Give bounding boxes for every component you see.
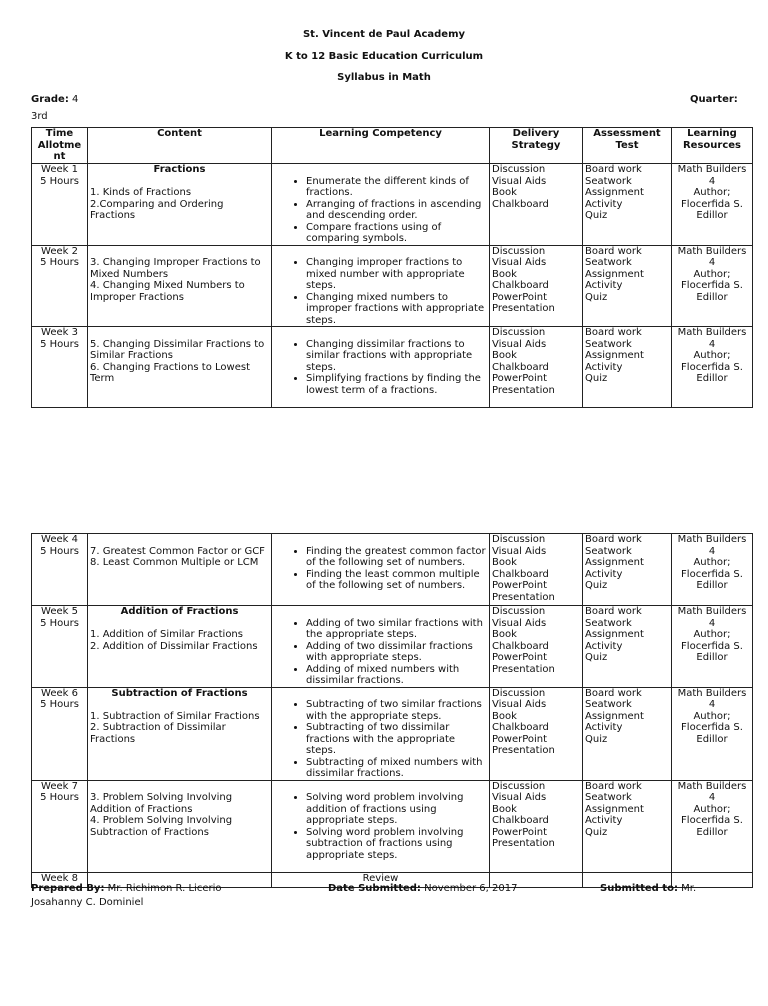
- submitted-to: [600, 883, 696, 895]
- competency-spacer: [274, 164, 487, 176]
- prepared-label: Prepared By:: [31, 883, 105, 894]
- assessment-cell-text: Board work Seatwork Assignment Activity Quiz: [585, 606, 644, 663]
- assessment-cell-text: Board work Seatwork Assignment Activity Quiz: [585, 245, 644, 303]
- date-submitted: [328, 883, 517, 895]
- date-label: Date Submitted:: [328, 883, 421, 894]
- competency-item: • Adding of two dissimilar fractions with appropriate steps.: [306, 641, 487, 664]
- table-row: [32, 687, 753, 780]
- time-cell: [32, 780, 88, 872]
- assessment-cell: [583, 687, 672, 780]
- competency-item: • Simplifying fractions by finding the lowest term of a fractions.: [306, 373, 487, 396]
- competency-item: • Finding the greatest common factor of the following set of numbers.: [306, 546, 487, 569]
- content-cell: [88, 687, 272, 780]
- time-cell-text: Week 1 5 Hours: [40, 164, 79, 187]
- delivery-cell-text: Discussion Visual Aids Book Chalkboard: [492, 164, 549, 210]
- content-cell: [88, 245, 272, 327]
- competency-list: [274, 699, 487, 780]
- competency-item: • Changing dissimilar fractions to similar fractions with appropriate steps.: [306, 339, 487, 374]
- assessment-cell: [583, 327, 672, 408]
- table-row: [32, 534, 753, 606]
- competency-item: • Changing improper fractions to mixed number with appropriate steps.: [306, 257, 487, 292]
- grade-line: [31, 94, 78, 106]
- quarter-label: Quarter:: [690, 94, 738, 105]
- content-cell: [88, 164, 272, 246]
- header-assessment: Assessment Test: [583, 128, 672, 164]
- resources-cell-text: Math Builders 4 Author; Flocerfida S. Edillor: [677, 534, 747, 591]
- header-time: Time Allotme nt: [32, 128, 88, 164]
- assessment-cell: [583, 606, 672, 688]
- table-row: [32, 780, 753, 872]
- time-cell-text: Week 5 5 Hours: [40, 606, 79, 629]
- delivery-cell-text: Discussion Visual Aids Book Chalkboard PowerPoint Presentation: [492, 780, 555, 849]
- delivery-cell: [490, 606, 583, 688]
- competency-spacer: [274, 534, 487, 546]
- content-title: Addition of Fractions: [120, 606, 239, 617]
- time-cell-text: Week 6 5 Hours: [40, 687, 79, 710]
- resources-cell: [672, 687, 753, 780]
- assessment-cell: [583, 534, 672, 606]
- content-title: [90, 534, 269, 546]
- competency-spacer: [274, 606, 487, 618]
- resources-cell: [672, 606, 753, 688]
- time-cell-text: Week 4 5 Hours: [40, 534, 79, 557]
- resources-cell-text: Math Builders 4 Author; Flocerfida S. Edillor: [677, 164, 747, 221]
- content-cell: [88, 327, 272, 408]
- header-delivery: Delivery Strategy: [490, 128, 583, 164]
- content-spacer: [90, 699, 269, 711]
- competency-list: [274, 176, 487, 245]
- content-items: 1. Kinds of Fractions 2.Comparing and Ordering Fractions: [90, 187, 224, 221]
- time-cell: [32, 245, 88, 327]
- competency-cell: [272, 327, 490, 408]
- prepared-value-cont: Josahanny C. Dominiel: [31, 897, 144, 908]
- time-cell: [32, 534, 88, 606]
- assessment-cell-text: Board work Seatwork Assignment Activity Quiz: [585, 327, 644, 384]
- competency-item: • Changing mixed numbers to improper fractions with appropriate steps.: [306, 292, 487, 327]
- submitted-label: Submitted to:: [600, 883, 678, 894]
- competency-spacer: [274, 246, 487, 258]
- delivery-cell: [490, 687, 583, 780]
- time-cell: [32, 327, 88, 408]
- prepared-value: Mr. Richimon R. Licerio: [107, 883, 222, 894]
- resources-cell: [672, 245, 753, 327]
- delivery-cell: [490, 164, 583, 246]
- assessment-cell: [583, 780, 672, 872]
- delivery-cell-text: Discussion Visual Aids Book Chalkboard PowerPoint Presentation: [492, 245, 555, 314]
- assessment-cell-text: Board work Seatwork Assignment Activity Quiz: [585, 780, 644, 838]
- assessment-cell-text: Board work Seatwork Assignment Activity Quiz: [585, 687, 644, 745]
- competency-item: • Subtracting of two dissimilar fractions with the appropriate steps.: [306, 722, 487, 757]
- content-items: 1. Addition of Similar Fractions 2. Addition of Dissimilar Fractions: [90, 629, 258, 652]
- review-cell-text: Review: [362, 872, 399, 884]
- competency-item: • Finding the least common multiple of the following set of numbers.: [306, 569, 487, 592]
- competency-cell: [272, 164, 490, 246]
- time-cell: [32, 687, 88, 780]
- competency-cell: [272, 534, 490, 606]
- competency-spacer: [274, 327, 487, 339]
- competency-item: • Adding of mixed numbers with dissimilar fractions.: [306, 664, 487, 687]
- syllabus-title: Syllabus in Math: [337, 72, 431, 83]
- resources-cell: [672, 780, 753, 872]
- competency-list: [274, 792, 487, 861]
- competency-cell: [272, 606, 490, 688]
- resources-cell: [672, 327, 753, 408]
- resources-cell-text: Math Builders 4 Author; Flocerfida S. Edillor: [677, 606, 747, 663]
- content-items: 3. Changing Improper Fractions to Mixed Numbers 4. Changing Mixed Numbers to Improper Fractions: [90, 257, 261, 303]
- content-spacer: [90, 176, 269, 188]
- table-header-row: [32, 128, 753, 164]
- delivery-cell-text: Discussion Visual Aids Book Chalkboard PowerPoint Presentation: [492, 606, 555, 675]
- delivery-cell-text: Discussion Visual Aids Book Chalkboard PowerPoint Presentation: [492, 327, 555, 396]
- delivery-cell: [490, 327, 583, 408]
- delivery-cell-text: Discussion Visual Aids Book Chalkboard PowerPoint Presentation: [492, 687, 555, 756]
- content-cell: [88, 534, 272, 606]
- delivery-cell-text: Discussion Visual Aids Book Chalkboard PowerPoint Presentation: [492, 534, 555, 603]
- competency-item: • Solving word problem involving addition of fractions using appropriate steps.: [306, 792, 487, 827]
- content-items: 3. Problem Solving Involving Addition of Fractions 4. Problem Solving Involving Subtraction of Fractions: [90, 792, 233, 838]
- competency-cell: [272, 780, 490, 872]
- competency-item: • Adding of two similar fractions with the appropriate steps.: [306, 618, 487, 641]
- content-title: [90, 781, 269, 793]
- school-name: St. Vincent de Paul Academy: [302, 29, 466, 40]
- competency-cell: [272, 687, 490, 780]
- delivery-cell: [490, 534, 583, 606]
- competency-list: [274, 546, 487, 592]
- content-title: Subtraction of Fractions: [111, 687, 248, 699]
- content-items: 1. Subtraction of Similar Fractions 2. Subtraction of Dissimilar Fractions: [90, 710, 260, 745]
- delivery-cell: [490, 780, 583, 872]
- resources-cell: [672, 534, 753, 606]
- time-cell: [32, 606, 88, 688]
- delivery-cell: [490, 245, 583, 327]
- content-title: Fractions: [153, 164, 206, 175]
- content-cell: [88, 780, 272, 872]
- competency-item: • Subtracting of two similar fractions with the appropriate steps.: [306, 699, 487, 722]
- competency-item: • Solving word problem involving subtraction of fractions using appropriate steps.: [306, 827, 487, 862]
- resources-cell-text: Math Builders 4 Author; Flocerfida S. Edillor: [677, 780, 747, 838]
- competency-item: • Subtracting of mixed numbers with dissimilar fractions.: [306, 757, 487, 780]
- time-cell-text: Week 2 5 Hours: [40, 245, 79, 268]
- assessment-cell: [583, 245, 672, 327]
- resources-cell-text: Math Builders 4 Author; Flocerfida S. Edillor: [677, 327, 747, 384]
- prepared-by: [31, 883, 222, 895]
- syllabus-table-page-1: [31, 127, 753, 408]
- assessment-cell: [583, 164, 672, 246]
- date-value: November 6, 2017: [424, 883, 518, 894]
- table-row: [32, 164, 753, 246]
- grade-value: 4: [72, 94, 79, 105]
- resources-cell-text: Math Builders 4 Author; Flocerfida S. Edillor: [677, 245, 747, 303]
- competency-item: • Arranging of fractions in ascending and descending order.: [306, 199, 487, 222]
- quarter-value: 3rd: [31, 111, 48, 122]
- curriculum-title: K to 12 Basic Education Curriculum: [284, 51, 484, 62]
- competency-list: [274, 257, 487, 326]
- content-items: 5. Changing Dissimilar Fractions to Similar Fractions 6. Changing Fractions to Lowest Term: [90, 338, 265, 384]
- time-cell: [32, 164, 88, 246]
- table-row: [32, 606, 753, 688]
- competency-cell: [272, 245, 490, 327]
- resources-cell-text: Math Builders 4 Author; Flocerfida S. Edillor: [677, 687, 747, 745]
- assessment-cell-text: Board work Seatwork Assignment Activity Quiz: [585, 164, 644, 221]
- time-cell-text: Week 3 5 Hours: [40, 327, 79, 350]
- competency-item: • Enumerate the different kinds of fractions.: [306, 176, 487, 199]
- header-content: Content: [88, 128, 272, 164]
- table-row: [32, 327, 753, 408]
- header-competency: Learning Competency: [272, 128, 490, 164]
- time-cell-text: Week 8: [41, 872, 78, 884]
- assessment-cell-text: Board work Seatwork Assignment Activity Quiz: [585, 534, 644, 591]
- content-title: [90, 327, 269, 339]
- competency-spacer: [274, 781, 487, 793]
- header-resources: Learning Resources: [672, 128, 753, 164]
- content-spacer: [90, 618, 269, 630]
- grade-label: Grade:: [31, 94, 69, 105]
- syllabus-table-page-2: [31, 533, 753, 888]
- content-title: [90, 246, 269, 258]
- competency-list: [274, 339, 487, 397]
- submitted-value: Mr.: [681, 883, 697, 894]
- time-cell-text: Week 7 5 Hours: [40, 780, 79, 803]
- competency-item: • Compare fractions using of comparing symbols.: [306, 222, 487, 245]
- content-cell: [88, 606, 272, 688]
- competency-spacer: [274, 688, 487, 700]
- resources-cell: [672, 164, 753, 246]
- content-items: 7. Greatest Common Factor or GCF 8. Least Common Multiple or LCM: [90, 545, 265, 568]
- table-row: [32, 245, 753, 327]
- competency-list: [274, 618, 487, 687]
